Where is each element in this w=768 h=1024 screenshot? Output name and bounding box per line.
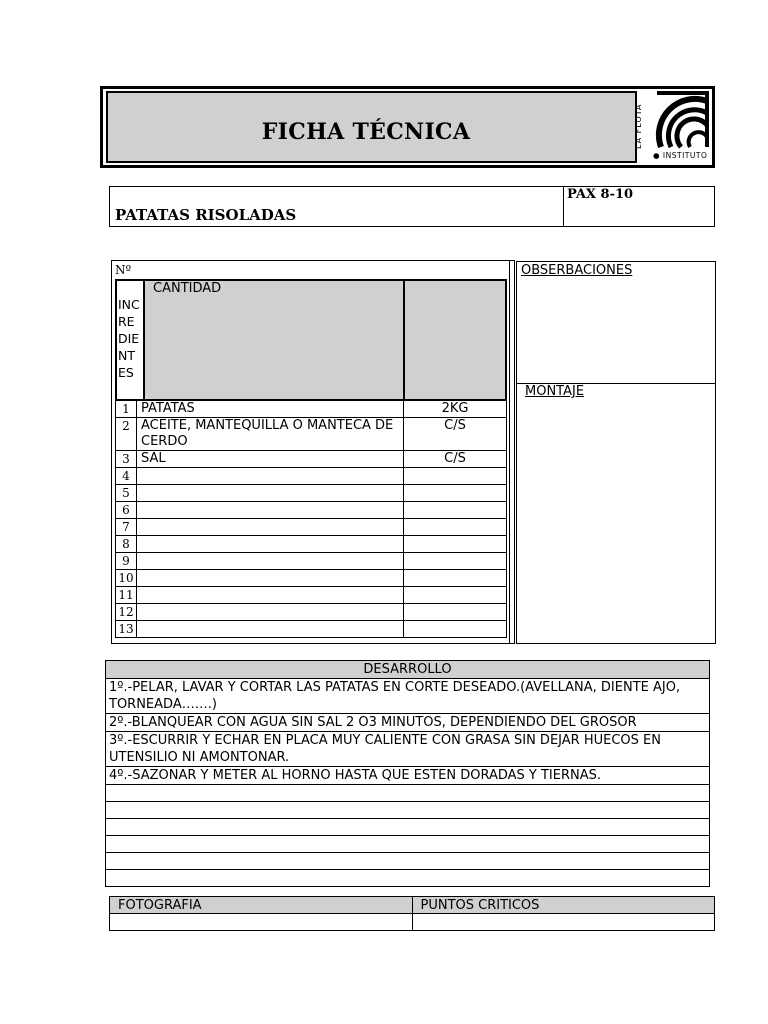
desarrollo-row (106, 732, 710, 767)
desarrollo-step (106, 819, 710, 836)
ingredient-name (137, 604, 404, 621)
desarrollo-row (106, 714, 710, 732)
ingredient-name (137, 519, 404, 536)
ingredient-row (116, 587, 507, 604)
ingredient-row (116, 468, 507, 485)
ingredients-header-divider (403, 279, 405, 400)
ingredient-number: 13 (116, 621, 137, 638)
bottom-table (109, 896, 715, 931)
ingredients-side-label: INCREDIENTES (118, 297, 140, 380)
quantity-header: CANTIDAD (153, 281, 222, 296)
ingredient-number: 2 (116, 418, 137, 451)
logo-side-text: LA FLOTA (634, 103, 643, 149)
puntos-criticos-cell (412, 914, 715, 931)
ingredient-quantity (404, 485, 507, 502)
desarrollo-step (106, 870, 710, 887)
ingredient-quantity (404, 553, 507, 570)
ingredient-row (116, 621, 507, 638)
ingredient-quantity: C/S (404, 451, 507, 468)
ingredient-number: 4 (116, 468, 137, 485)
ingredients-header-shade (143, 279, 507, 399)
desarrollo-row (106, 802, 710, 819)
ingredient-row (116, 519, 507, 536)
ingredient-quantity: 2KG (404, 401, 507, 418)
desarrollo-step: 3º.-ESCURRIR Y ECHAR EN PLACA MUY CALIENTE CON GRASA SIN DEJAR HUECOS EN UTENSILIO NI AMONTONAR. (106, 732, 710, 767)
ingredient-number: 9 (116, 553, 137, 570)
ingredient-quantity (404, 468, 507, 485)
desarrollo-step: 2º.-BLANQUEAR CON AGUA SIN SAL 2 O3 MINUTOS, DEPENDIENDO DEL GROSOR (106, 714, 710, 732)
ingredient-name (137, 621, 404, 638)
ingredient-name: SAL (137, 451, 404, 468)
ingredient-name (137, 536, 404, 553)
desarrollo-row (106, 767, 710, 785)
ingredients-table (115, 400, 507, 638)
ingredient-row (116, 604, 507, 621)
ingredient-row (116, 451, 507, 468)
pax-label: PAX 8-10 (567, 187, 634, 202)
ingredient-number: 6 (116, 502, 137, 519)
document-title: FICHA TÉCNICA (261, 119, 471, 145)
ingredient-number: 8 (116, 536, 137, 553)
ingredient-row (116, 570, 507, 587)
ingredient-quantity (404, 570, 507, 587)
ingredient-number: 1 (116, 401, 137, 418)
observations-label: OBSERBACIONES (521, 263, 633, 278)
fotografia-cell (110, 914, 413, 931)
recipe-name-divider (563, 186, 564, 227)
desarrollo-step: 4º.-SAZONAR Y METER AL HORNO HASTA QUE ESTEN DORADAS Y TIERNAS. (106, 767, 710, 785)
ingredient-row (116, 401, 507, 418)
desarrollo-step: 1º.-PELAR, LAVAR Y CORTAR LAS PATATAS EN CORTE DESEADO.(AVELLANA, DIENTE AJO, TORNEADA…….) (106, 679, 710, 714)
desarrollo-row (106, 853, 710, 870)
ingredient-name (137, 553, 404, 570)
ingredient-number: 7 (116, 519, 137, 536)
puntos-criticos-label: PUNTOS CRITICOS (412, 897, 715, 914)
ingredient-quantity: C/S (404, 418, 507, 451)
desarrollo-step (106, 802, 710, 819)
desarrollo-row (106, 819, 710, 836)
observations-box (516, 261, 716, 644)
logo-bottom-text: ● INSTITUTO (653, 151, 708, 160)
desarrollo-step (106, 836, 710, 853)
ingredient-quantity (404, 621, 507, 638)
ingredient-quantity (404, 587, 507, 604)
ingredient-name (137, 485, 404, 502)
desarrollo-step (106, 853, 710, 870)
ingredient-name (137, 502, 404, 519)
ingredient-quantity (404, 519, 507, 536)
ingredient-row (116, 553, 507, 570)
desarrollo-step (106, 785, 710, 802)
ingredient-number: 10 (116, 570, 137, 587)
ingredients-frame-edge (509, 260, 515, 644)
montaje-label: MONTAJE (525, 384, 585, 399)
desarrollo-row (106, 679, 710, 714)
ingredient-name (137, 570, 404, 587)
ingredient-name (137, 468, 404, 485)
ingredient-number: 12 (116, 604, 137, 621)
ingredient-quantity (404, 502, 507, 519)
desarrollo-header: DESARROLLO (106, 661, 710, 679)
ingredient-number: 11 (116, 587, 137, 604)
ingredient-row (116, 418, 507, 451)
ingredient-name (137, 587, 404, 604)
ingredient-quantity (404, 536, 507, 553)
ingredient-number: 5 (116, 485, 137, 502)
ingredient-row (116, 536, 507, 553)
ingredient-name: PATATAS (137, 401, 404, 418)
ingredient-quantity (404, 604, 507, 621)
ingredient-number: 3 (116, 451, 137, 468)
desarrollo-row (106, 785, 710, 802)
recipe-name: PATATAS RISOLADAS (115, 206, 297, 224)
fotografia-label: FOTOGRAFIA (110, 897, 413, 914)
ingredient-row (116, 502, 507, 519)
ingredient-row (116, 485, 507, 502)
desarrollo-table (105, 660, 710, 887)
desarrollo-row (106, 836, 710, 853)
desarrollo-row (106, 870, 710, 887)
ingredient-name: ACEITE, MANTEQUILLA O MANTECA DE CERDO (137, 418, 404, 451)
number-label: Nº (115, 263, 132, 277)
